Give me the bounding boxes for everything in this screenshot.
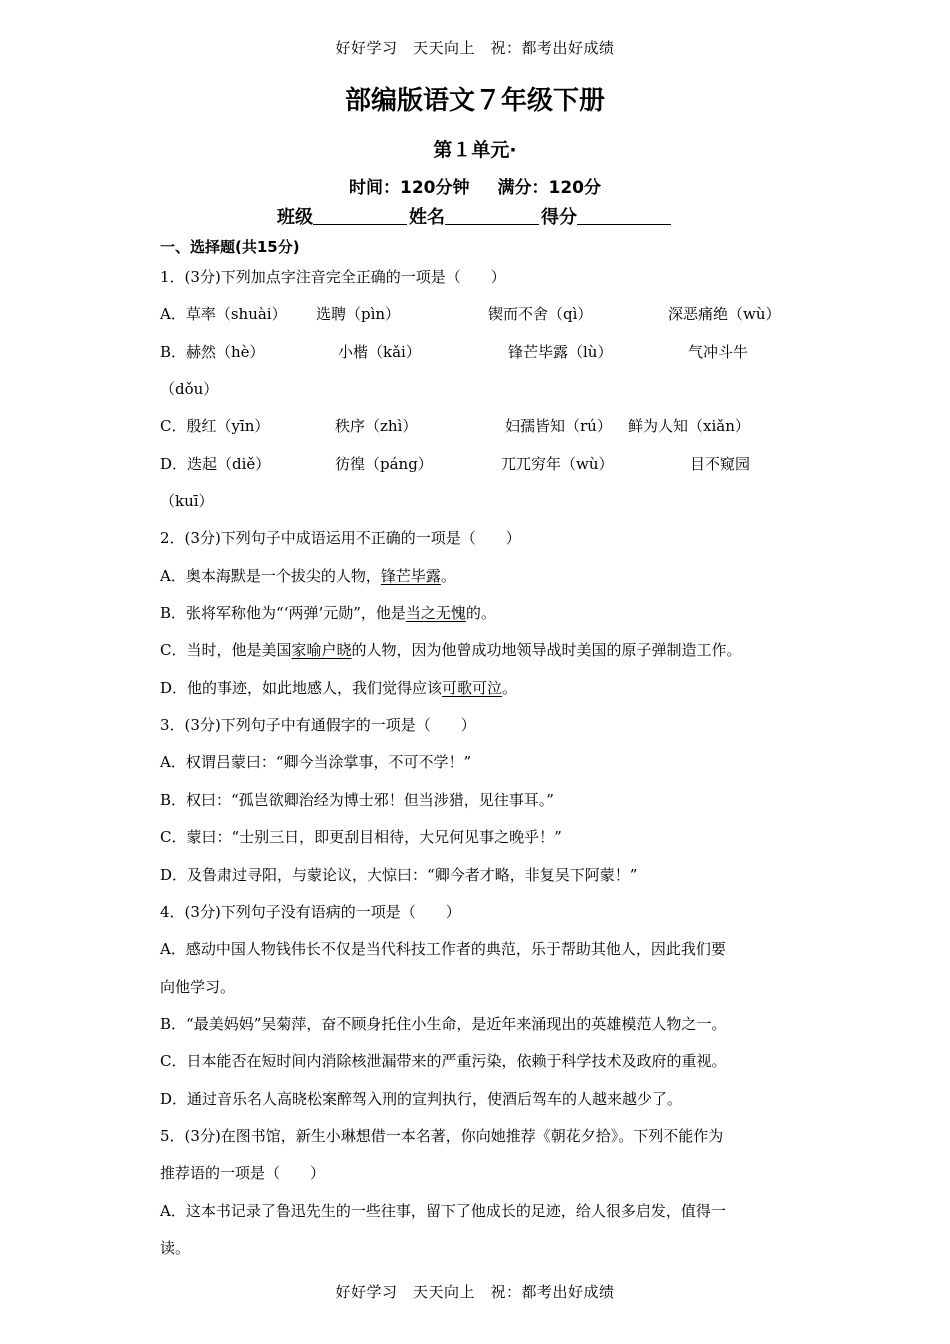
option-line: A．感动中国人物钱伟长不仅是当代科技工作者的典范，乐于帮助其他人，因此我们要 (160, 940, 726, 959)
option-row (160, 334, 800, 371)
option-item: 鲜为人知（xiǎn） (628, 417, 750, 436)
exam-info (0, 173, 950, 198)
option-line: B．“最美妈妈”吴菊萍，奋不顾身托住小生命，是近年来涌现出的英雄模范人物之一。 (160, 1014, 727, 1033)
option-continuation: （kuī） (160, 492, 214, 511)
unit-subtitle: 第１单元· (433, 139, 517, 161)
option-item: 目不窥园 (690, 454, 751, 473)
option-text: A．奥本海默是一个拔尖的人物， (160, 566, 381, 585)
student-info (0, 203, 950, 229)
exam-time: 时间：120分钟 (349, 178, 470, 198)
question-stem: 1．(3分)下列加点字注音完全正确的一项是（ ） (160, 268, 506, 286)
question-stem: 5．(3分)在图书馆，新生小琳想借一本名著，你向她推荐《朝花夕拾》。下列不能作为 (160, 1126, 724, 1145)
option-item: 兀兀穷年（wù） (501, 454, 614, 473)
option-continuation: 读。 (160, 1238, 191, 1257)
question-stem: 4．(3分)下列句子没有语病的一项是（ ） (160, 902, 461, 921)
question-stem: 3．(3分)下列句子中有通假字的一项是（ ） (160, 716, 476, 735)
option-item: 小楷（kǎi） (338, 342, 421, 361)
option-line: D．通过音乐名人高晓松案醉驾入刑的宣判执行，使酒后驾车的人越来越少了。 (160, 1089, 683, 1108)
option-item: 锲而不舍（qì） (488, 305, 593, 324)
name-blank (445, 206, 539, 225)
page-header: 好好学习 天天向上 祝：都考出好成绩 (335, 39, 615, 57)
option-line: C．日本能否在短时间内消除核泄漏带来的严重污染，依赖于科学技术及政府的重视。 (160, 1052, 727, 1071)
option-item: 深恶痛绝（wù） (668, 305, 781, 324)
underlined-idiom: 可歌可泣 (442, 678, 503, 697)
question-stem: 2．(3分)下列句子中成语运用不正确的一项是（ ） (160, 529, 521, 548)
page-title: 部编版语文７年级下册 (344, 86, 605, 116)
exam-full-score: 满分：120分 (497, 178, 601, 198)
option-line (160, 632, 800, 669)
score-blank (577, 206, 671, 225)
option-item: 锋芒毕露（lù） (508, 342, 613, 361)
page-footer: 好好学习 天天向上 祝：都考出好成绩 (335, 1283, 615, 1301)
question-list (160, 259, 800, 1267)
option-line: B．权曰：“孤岂欲卿治经为博士邪！但当涉猎，见往事耳。” (160, 790, 554, 809)
option-item: C．殷红（yīn） (160, 417, 270, 436)
option-item: A．草率（shuài） (160, 305, 287, 324)
name-label: 姓名 (409, 207, 445, 228)
option-item: 选聘（pìn） (316, 305, 401, 324)
option-line: D．及鲁肃过寻阳，与蒙论议，大惊曰：“卿今者才略，非复吴下阿蒙！” (160, 865, 638, 884)
option-row (160, 408, 800, 445)
option-line: A．这本书记录了鲁迅先生的一些往事，留下了他成长的足迹，给人很多启发，值得一 (160, 1201, 726, 1220)
option-line (160, 670, 800, 707)
section-title: 一、选择题(共15分) (160, 238, 300, 256)
option-text: 。 (440, 566, 456, 585)
class-blank (313, 206, 407, 225)
score-label: 得分 (541, 207, 577, 228)
option-continuation: 向他学习。 (160, 977, 236, 996)
option-item: 秩序（zhì） (335, 417, 418, 436)
option-item: D．迭起（diě） (160, 454, 271, 473)
option-item: 妇孺皆知（rú） (505, 417, 612, 436)
option-text: 的。 (465, 604, 496, 623)
option-text: 的人物，因为他曾成功地领导战时美国的原子弹制造工作。 (351, 641, 742, 660)
underlined-idiom: 当之无愧 (405, 604, 466, 623)
option-line (160, 595, 800, 632)
option-text: 。 (502, 678, 518, 697)
option-item: 彷徨（páng） (335, 454, 433, 473)
question-stem-continuation: 推荐语的一项是（ ） (160, 1164, 326, 1183)
option-row (160, 296, 800, 333)
option-row (160, 446, 800, 483)
underlined-idiom: 锋芒毕露 (380, 566, 441, 585)
option-text: B．张将军称他为“‘两弹’元勋”，他是 (160, 604, 406, 623)
option-item: B．赫然（hè） (160, 342, 265, 361)
option-line: C．蒙曰：“士别三日，即更刮目相待，大兄何见事之晚乎！” (160, 828, 562, 847)
option-line (160, 558, 800, 595)
class-label: 班级 (277, 207, 313, 228)
option-continuation: （dǒu） (160, 380, 219, 399)
option-item: 气冲斗牛 (688, 342, 749, 361)
underlined-idiom: 家喻户晓 (291, 641, 352, 660)
option-line: A．权谓吕蒙曰：“卿今当涂掌事，不可不学！” (160, 753, 472, 772)
option-text: D．他的事迹，如此地感人，我们觉得应该 (160, 678, 443, 697)
option-text: C．当时，他是美国 (160, 641, 292, 660)
